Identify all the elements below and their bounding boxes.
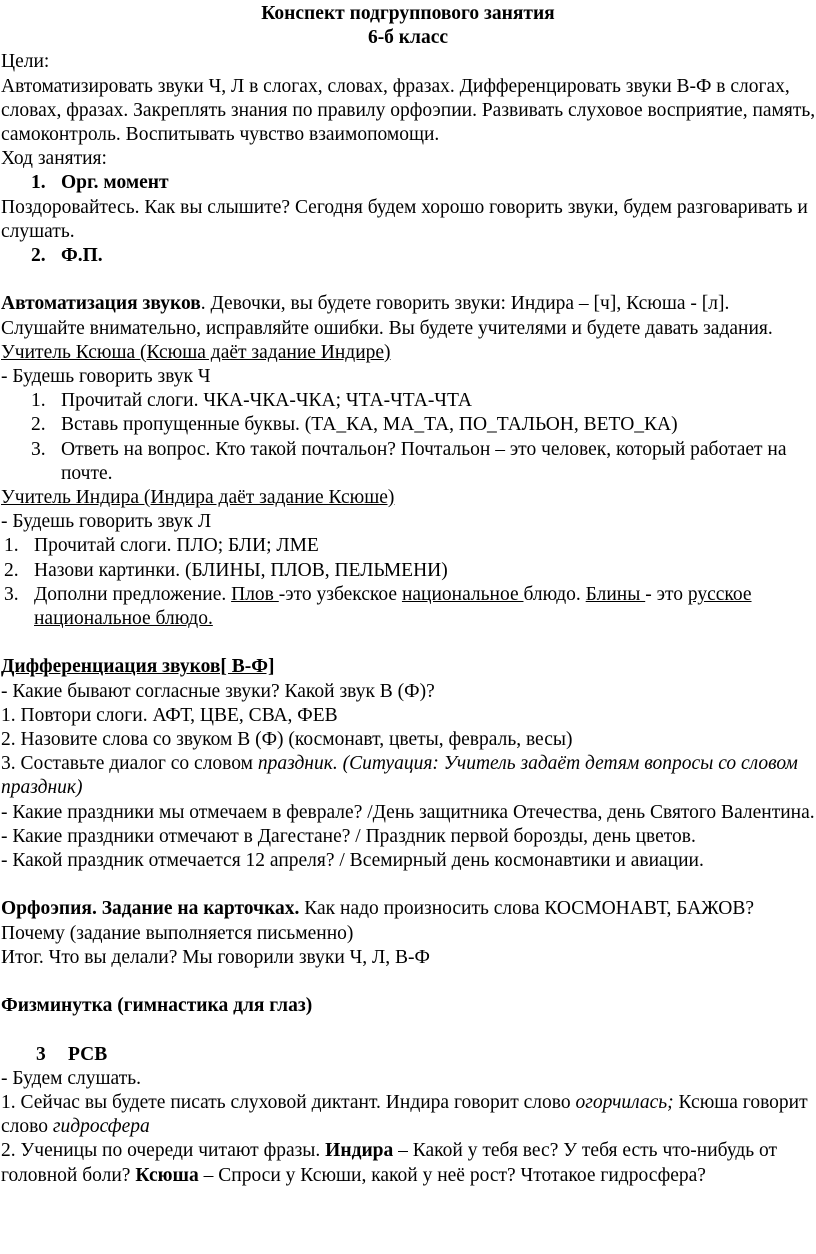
rsv-line: 2. Ученицы по очереди читают фразы. Индира – Какой у тебя вес? У тебя есть что-нибудь от головной боли? Ксюша – Спроси у Ксюши, какой у неё рост? Чтотакое гидросфера? bbox=[1, 1140, 778, 1186]
differentiation-line: 1. Повтори слоги. АФТ, ЦВЕ, СВА, ФЕВ bbox=[1, 704, 338, 726]
section-number: 1. bbox=[31, 172, 46, 194]
teacher-ksyusha-heading: Учитель Ксюша (Ксюша даёт задание Индире) bbox=[1, 341, 391, 363]
goals-text: Автоматизировать звуки Ч, Л в слогах, словах, фразах. Дифференцировать звуки В-Ф в слогах, словах, фразах. Закреплять знания по правилу орфоэпии. Развивать слуховое восприятие, память, самоконтроль. Воспитывать чувство взаимопомощи. bbox=[1, 75, 816, 146]
list-number: 3. bbox=[4, 583, 19, 605]
differentiation-question: - Какие бывают согласные звуки? Какой звук В (Ф)? bbox=[1, 680, 435, 702]
spacer bbox=[0, 268, 816, 292]
differentiation-line: 3. Составьте диалог со словом праздник. (Ситуация: Учитель задаёт детям вопросы со словом праздник) bbox=[1, 753, 798, 799]
list-item bbox=[0, 534, 816, 558]
differentiation-line: 2. Назовите слова со звуком В (Ф) (космонавт, цветы, февраль, весы) bbox=[1, 729, 573, 751]
orthoepy-paragraph: Орфоэпия. Задание на карточках. Как надо произносить слова КОСМОНАВТ, БАЖОВ? Почему (задание выполняется письменно) bbox=[1, 898, 755, 944]
fizminutka-title: Физминутка (гимнастика для глаз) bbox=[1, 995, 313, 1017]
teacher-indira-heading: Учитель Индира (Индира даёт задание Ксюше) bbox=[1, 487, 395, 509]
list-item bbox=[0, 413, 816, 437]
dialog-line: - Какой праздник отмечается 12 апреля? / Всемирный день космонавтики и авиации. bbox=[1, 850, 704, 872]
document-page bbox=[0, 2, 816, 1188]
dialog-line: - Какие праздники мы отмечаем в феврале? /День защитника Отечества, день Святого Валентина. bbox=[1, 801, 815, 823]
list-text: Прочитай слоги. ЧКА-ЧКА-ЧКА; ЧТА-ЧТА-ЧТА bbox=[61, 390, 473, 412]
automation-text: . Девочки, вы будете говорить звуки: Индира – [ч], Ксюша - [л]. Слушайте внимательно, исправляйте ошибки. Вы будете учителями и будете давать задания. bbox=[1, 293, 773, 339]
list-text: Ответь на вопрос. Кто такой почтальон? Почтальон – это человек, который работает на почте. bbox=[61, 438, 787, 484]
grade-label: 6-б класс bbox=[367, 27, 449, 49]
list-number: 2. bbox=[31, 414, 46, 436]
automation-paragraph bbox=[0, 292, 816, 340]
spacer bbox=[0, 970, 816, 994]
dialog-line: - Какие праздники отмечают в Дагестане? / Праздник первой борозды, день цветов. bbox=[1, 825, 696, 847]
section-rsv bbox=[0, 1043, 816, 1067]
list-number: 1. bbox=[4, 535, 19, 557]
list-number: 3. bbox=[31, 438, 46, 460]
list-text: Дополни предложение. Плов -это узбекское национальное блюдо. Блины - это русское национальное блюдо. bbox=[34, 583, 752, 630]
list-text: Прочитай слоги. ПЛО; БЛИ; ЛМЕ bbox=[34, 535, 319, 557]
section-fp bbox=[0, 244, 816, 268]
list-item bbox=[0, 438, 816, 486]
list-number: 1. bbox=[31, 390, 46, 412]
differentiation-title: Дифференциация звуков[ В-Ф] bbox=[1, 656, 275, 678]
section-title: Орг. момент bbox=[61, 172, 169, 194]
list-item bbox=[0, 559, 816, 583]
spacer bbox=[0, 873, 816, 897]
teacher-indira-sub: - Будешь говорить звук Л bbox=[1, 511, 212, 533]
section-number: 2. bbox=[31, 245, 46, 267]
section-org bbox=[0, 171, 816, 195]
orthoepy-title: Орфоэпия. Задание на карточках. bbox=[1, 898, 300, 920]
goals-label: Цели: bbox=[1, 51, 50, 73]
course-label: Ход занятия: bbox=[1, 148, 107, 170]
rsv-line: 1. Сейчас вы будете писать слуховой диктант. Индира говорит слово огорчилась; Ксюша говорит слово гидросфера bbox=[1, 1092, 808, 1138]
section-title: Ф.П. bbox=[61, 245, 103, 267]
list-text: Назови картинки. (БЛИНЫ, ПЛОВ, ПЕЛЬМЕНИ) bbox=[34, 559, 448, 581]
list-text: Вставь пропущенные буквы. (ТА_КА, МА_ТА, ПО_ТАЛЬОН, ВЕТО_КА) bbox=[61, 414, 678, 436]
list-item bbox=[0, 389, 816, 413]
document-title: Конспект подгруппового занятия bbox=[261, 3, 555, 24]
list-item bbox=[0, 583, 816, 631]
section-number: 3 bbox=[36, 1043, 46, 1065]
section-title: РСВ bbox=[68, 1043, 108, 1065]
rsv-line: - Будем слушать. bbox=[1, 1067, 141, 1089]
list-number: 2. bbox=[4, 559, 19, 581]
spacer bbox=[0, 631, 816, 655]
spacer bbox=[0, 1018, 816, 1042]
automation-title: Автоматизация звуков bbox=[1, 293, 201, 315]
teacher-ksyusha-sub: - Будешь говорить звук Ч bbox=[1, 366, 211, 388]
result-line: Итог. Что вы делали? Мы говорили звуки Ч, Л, В-Ф bbox=[1, 946, 430, 968]
org-text: Поздоровайтесь. Как вы слышите? Сегодня будем хорошо говорить звуки, будем разговаривать и слушать. bbox=[1, 196, 808, 242]
